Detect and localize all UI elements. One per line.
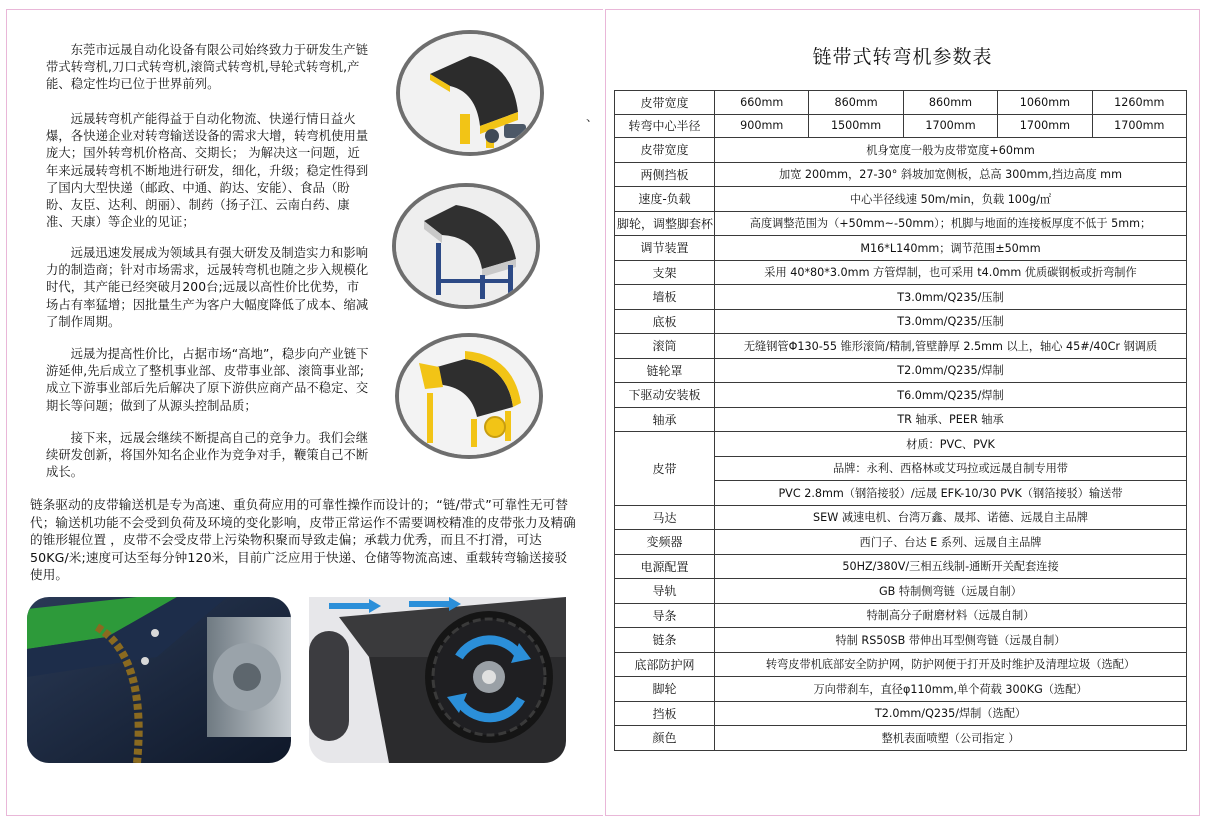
row-label: 脚轮: [615, 677, 715, 702]
table-row: [615, 309, 1187, 334]
table-row: [615, 383, 1187, 408]
row-label: 下驱动安装板: [615, 383, 715, 408]
curve-conveyor-photo-1: [396, 30, 544, 156]
row-value: T3.0mm/Q235/压制: [715, 309, 1187, 334]
table-row: [615, 701, 1187, 726]
table-row: [615, 138, 1187, 163]
table-row: [615, 677, 1187, 702]
table-row: [615, 260, 1187, 285]
table-row: [615, 187, 1187, 212]
row-label: 转弯中心半径: [615, 114, 715, 138]
row-label: 皮带宽度: [615, 138, 715, 163]
row-value: 采用 40*80*3.0mm 方管焊制，也可采用 t4.0mm 优质碳钢板或折弯制作: [715, 260, 1187, 285]
belt-material-cell: 材质：PVC、PVK: [715, 432, 1187, 457]
row-label: 皮带宽度: [615, 91, 715, 115]
row-label: 皮带: [615, 432, 715, 506]
belt-width-cell: 1260mm: [1092, 91, 1186, 115]
row-label: 导轨: [615, 579, 715, 604]
row-label: 变频器: [615, 530, 715, 555]
row-label: 墙板: [615, 285, 715, 310]
radius-cell: 1700mm: [1092, 114, 1186, 138]
row-value: 万向带刹车，直径φ110mm,单个荷载 300KG（选配）: [715, 677, 1187, 702]
row-label: 底板: [615, 309, 715, 334]
row-value: 机身宽度一般为皮带宽度+60mm: [715, 138, 1187, 163]
development-paragraph: 远晟迅速发展成为领域具有强大研发及制造实力和影响力的制造商；针对市场需求，远晟转弯机也随之步入规模化时代，其产能已经突破月200台;远晟以高性价比优势，市场占有率猛增；因批量生产为客户大幅度降低了成本、缩减了制作周期。: [46, 246, 369, 329]
table-row: [615, 530, 1187, 555]
row-value: 加宽 200mm，27-30° 斜坡加宽侧板，总高 300mm,挡边高度 mm: [715, 162, 1187, 187]
row-value: 转弯皮带机底部安全防护网，防护网便于打开及时维护及清理垃圾（选配）: [715, 652, 1187, 677]
radius-cell: 1700mm: [998, 114, 1092, 138]
table-row: [615, 211, 1187, 236]
row-label: 导条: [615, 603, 715, 628]
table-row: [615, 114, 1187, 138]
row-value: T6.0mm/Q235/焊制: [715, 383, 1187, 408]
row-label: 速度-负载: [615, 187, 715, 212]
row-value: 特制 RS50SB 带伸出耳型侧弯链（远晟自制）: [715, 628, 1187, 653]
table-title: 链带式转弯机参数表: [812, 46, 993, 68]
stray-mark: 、: [586, 110, 599, 124]
row-value: 特制高分子耐磨材料（远晟自制）: [715, 603, 1187, 628]
row-label: 轴承: [615, 407, 715, 432]
table-row: [615, 628, 1187, 653]
spec-table: [614, 90, 1187, 751]
belt-brand-cell: 品牌：永利、西格林或艾玛拉或远晟自制专用带: [715, 456, 1187, 481]
belt-width-cell: 660mm: [715, 91, 809, 115]
radius-cell: 1700mm: [903, 114, 997, 138]
table-row: [615, 432, 1187, 457]
belt-width-cell: 860mm: [809, 91, 903, 115]
roller-rotation-illustration: [309, 597, 566, 763]
row-value: 中心半径线速 50m/min，负载 100g/㎡: [715, 187, 1187, 212]
curve-conveyor-illustration-3: [399, 337, 539, 455]
value-paragraph: 远晟为提高性价比，占据市场“高地”，稳步向产业链下游延伸,先后成立了整机事业部、皮带事业部、滚筒事业部;成立下游事业部后先后解决了原下游供应商产品不稳定、交期长等问题；做到了从源头控制品质；: [46, 347, 369, 413]
row-value: T3.0mm/Q235/压制: [715, 285, 1187, 310]
row-label: 链轮罩: [615, 358, 715, 383]
table-row: [615, 554, 1187, 579]
table-row: [615, 334, 1187, 359]
table-row: [615, 91, 1187, 115]
curve-conveyor-photo-2: [392, 183, 540, 309]
row-label: 滚筒: [615, 334, 715, 359]
row-value: 西门子、台达 E 系列、远晟自主品牌: [715, 530, 1187, 555]
row-value: M16*L140mm；调节范围±50mm: [715, 236, 1187, 261]
capacity-paragraph: 远晟转弯机产能得益于自动化物流、快递行情日益火爆，各快递企业对转弯输送设备的需求大增，转弯机使用量庞大；国外转弯机价格高、交期长； 为解决这一问题，近年来远晟转弯机不断地进行研发，细化，升级；稳定性得到了国内大型快递（邮政、中通、韵达、安能）、食品（盼盼、友臣、达利、朗丽）、制药（扬子江、云南白药、康准、天康）等企业的见证；: [46, 112, 369, 230]
row-label: 两侧挡板: [615, 162, 715, 187]
row-value: SEW 减速电机、台湾万鑫、晟邦、诺德、远晟自主品牌: [715, 505, 1187, 530]
radius-cell: 1500mm: [809, 114, 903, 138]
table-row: [615, 162, 1187, 187]
chain-drive-photo: [27, 597, 291, 763]
row-label: 挡板: [615, 701, 715, 726]
chain-drive-illustration: [27, 597, 291, 763]
belt-type-cell: PVC 2.8mm（钢箔接驳）/远晟 EFK-10/30 PVK（钢箔接驳）输送带: [715, 481, 1187, 506]
table-row: [615, 579, 1187, 604]
table-row: [615, 726, 1187, 751]
curve-conveyor-illustration-1: [400, 34, 540, 152]
table-row: [615, 285, 1187, 310]
row-label: 调节装置: [615, 236, 715, 261]
table-row: [615, 505, 1187, 530]
row-label: 脚轮，调整脚套杯: [615, 211, 715, 236]
row-value: 无缝钢管Φ130-55 锥形滚筒/精制,管壁静厚 2.5mm 以上，轴心 45#/40Cr 钢调质: [715, 334, 1187, 359]
table-row: [615, 358, 1187, 383]
intro-paragraph: 东莞市远晟自动化设备有限公司始终致力于研发生产链带式转弯机,刀口式转弯机,滚筒式转弯机,导轮式转弯机,产能、稳定性均已位于世界前列。: [46, 43, 369, 92]
row-label: 电源配置: [615, 554, 715, 579]
row-value: GB 特制侧弯链（远晟自制）: [715, 579, 1187, 604]
belt-width-cell: 860mm: [903, 91, 997, 115]
radius-cell: 900mm: [715, 114, 809, 138]
curve-conveyor-photo-3: [395, 333, 543, 459]
row-label: 底部防护网: [615, 652, 715, 677]
roller-rotation-photo: [309, 597, 566, 763]
row-value: TR 轴承、PEER 轴承: [715, 407, 1187, 432]
row-value: 高度调整范围为（+50mm~-50mm）；机脚与地面的连接板厚度不低于 5mm；: [715, 211, 1187, 236]
chain-belt-paragraph: 链条驱动的皮带输送机是专为高速、重负荷应用的可靠性操作而设计的；“链/带式”可靠性无可替代；输送机功能不会受到负荷及环境的变化影响，皮带正常运作不需要调校精准的皮带张力及精确的锥形辊位置 ，皮带不会受皮带上污染物积聚而导致走偏；承载力优秀，而且不打滑，可达50KG/米;速度可达至每分钟120米，目前广泛应用于快递、仓储等物流高速、重载转弯输送接驳使用。: [30, 497, 576, 583]
curve-conveyor-illustration-2: [396, 187, 536, 305]
row-value: 整机表面喷塑（公司指定 ）: [715, 726, 1187, 751]
belt-width-cell: 1060mm: [998, 91, 1092, 115]
table-row: [615, 236, 1187, 261]
row-label: 颜色: [615, 726, 715, 751]
table-row: [615, 407, 1187, 432]
row-label: 支架: [615, 260, 715, 285]
table-row: [615, 603, 1187, 628]
future-paragraph: 接下来，远晟会继续不断提高自己的竞争力。我们会继续研发创新，将国外知名企业作为竞争对手，鞭策自己不断成长。: [46, 431, 369, 480]
table-row: [615, 652, 1187, 677]
row-label: 链条: [615, 628, 715, 653]
row-value: 50HZ/380V/三相五线制-通断开关配套连接: [715, 554, 1187, 579]
row-value: T2.0mm/Q235/焊制（选配）: [715, 701, 1187, 726]
row-label: 马达: [615, 505, 715, 530]
row-value: T2.0mm/Q235/焊制: [715, 358, 1187, 383]
